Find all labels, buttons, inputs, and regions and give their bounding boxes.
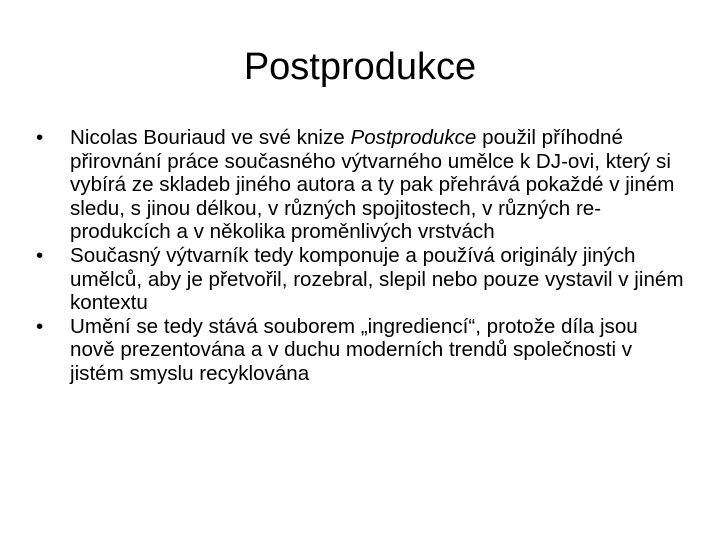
bullet-text: Současný výtvarník tedy komponuje a používá originály jiných umělců, aby je přetvořil, rozebral, slepil nebo pouze vystavil v jiném kontextu bbox=[70, 243, 684, 315]
bullet-list bbox=[36, 126, 686, 386]
bullet-icon: • bbox=[36, 126, 44, 149]
bullet-item-bourriaud bbox=[36, 126, 686, 244]
bullet-icon: • bbox=[36, 314, 44, 338]
book-title: Postprodukce bbox=[350, 126, 477, 149]
bullet-text: Umění se tedy stává souborem „ingrediencí“, protože díla jsou nově prezentována a v duchu moderních trendů společnosti v jistém smyslu recyklována bbox=[70, 314, 638, 385]
bullet-item-artist bbox=[36, 244, 686, 315]
bullet-icon: • bbox=[36, 243, 44, 267]
bullet-item-ingredients bbox=[36, 315, 686, 386]
bullet-text-after: použil příhodné přirovnání práce současného výtvarného umělce k DJ-ovi, který si vybírá ze skladeb jiného autora a ty pak přehrává pokaždé v jiném sledu, s jinou délkou, v různých spojitostech, v různých re-produkcích a v několika proměnlivých vrstvách bbox=[70, 126, 675, 244]
slide-title: Postprodukce bbox=[243, 46, 477, 88]
bullet-text-before: Nicolas Bouriaud ve své knize bbox=[70, 126, 351, 149]
